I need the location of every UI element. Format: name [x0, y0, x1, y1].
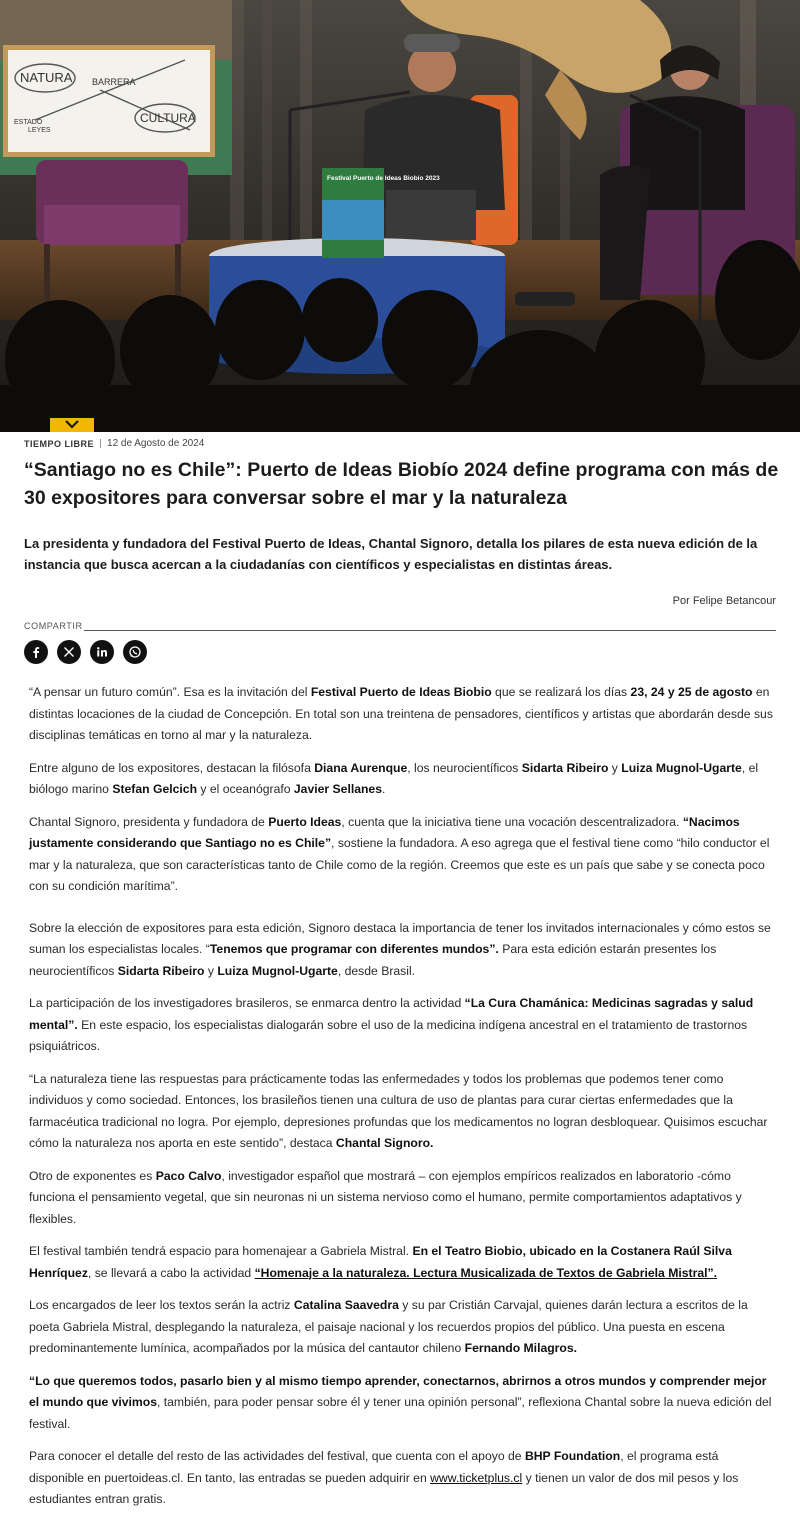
- board-word: NATURA: [20, 70, 73, 85]
- board-word: CULTURA: [140, 111, 196, 125]
- publish-date: 12 de Agosto de 2024: [107, 438, 205, 449]
- paragraph: Sobre la elección de expositores para esta edición, Signoro destaca la importancia de tener los invitados internacionales y cómo estos se suman los especialistas locales. “Tenemos que programar con diferentes mundos”. Para esta edición estarán presentes los neurocientíficos Sidarta Ribeiro y Luiza Mugnol-Ugarte, desde Brasil.: [29, 920, 771, 978]
- share-buttons: [24, 640, 147, 664]
- share-label: COMPARTIR: [24, 621, 83, 631]
- homenaje-link[interactable]: “Homenaje a la naturaleza. Lectura Musicalizada de Textos de Gabriela Mistral”.: [254, 1265, 717, 1280]
- paragraph: Otro de exponentes es Paco Calvo, investigador español que mostrará – con ejemplos empíricos realizados en laboratorio -cómo funciona el pensamiento vegetal, que sin neuronas ni un sistema nervioso como el humano, permite comportamientos adaptativos y flexibles.: [29, 1168, 742, 1226]
- whatsapp-icon[interactable]: [123, 640, 147, 664]
- paragraph: “La naturaleza tiene las respuestas para prácticamente todas las enfermedades y todos los problemas que podemos tener como individuos y como sociedad. Entonces, los brasileños tienen una cultura de uso de plantas para curar ciertas enfermedades que la farmacéutica tradicional no logra. Por ejemplo, depresiones profundas que los medicamentos no logran desbloquear. Quisimos escuchar cómo la naturaleza nos aporta en este sentido”, destaca Chantal Signoro.: [29, 1071, 768, 1150]
- paragraph: Chantal Signoro, presidenta y fundadora de Puerto Ideas, cuenta que la iniciativa tiene una vocación descentralizadora. “Nacimos justamente considerando que Santiago no es Chile”, sostiene la fundadora. A eso agrega que el festival tiene como “hilo conductor el mar y la naturaleza, que son características tanto de Chile como de la región. Creemos que este es un país que sabe y se conecta poco con su condición marítima”.: [29, 814, 770, 893]
- paragraph: “Lo que queremos todos, pasarlo bien y al mismo tiempo aprender, conectarnos, abrirnos a otros mundos y comprender mejor el mundo que vivimos, también, para poder pensar sobre él y tener una opinión personal”, reflexiona Chantal sobre la nueva edición del festival.: [29, 1373, 772, 1431]
- board-word: ESTADO: [14, 119, 43, 126]
- article-meta: [24, 438, 204, 449]
- chevron-down-icon: [64, 419, 80, 429]
- facebook-icon[interactable]: [24, 640, 48, 664]
- section-link[interactable]: TIEMPO LIBRE: [24, 438, 95, 449]
- paragraph: Para conocer el detalle del resto de las actividades del festival, que cuenta con el apoyo de BHP Foundation, el programa está disponible en puertoideas.cl. En tanto, las entradas se pueden adquirir en www.ticketplus.cl y tienen un valor de dos mil pesos y los estudiantes entran gratis.: [29, 1449, 739, 1506]
- paragraph: Los encargados de leer los textos serán la actriz Catalina Saavedra y su par Cristián Carvajal, quienes darán lectura a escritos de la poeta Gabriela Mistral, desplegando la naturaleza, el paisaje nacional y los recuerdos propios del público. Una puesta en escena predominantemente lumínica, acompañados por la música del cantautor chileno Fernando Milagros.: [29, 1298, 748, 1355]
- linkedin-icon[interactable]: [90, 640, 114, 664]
- paragraph: Entre alguno de los expositores, destacan la filósofa Diana Aurenque, los neurocientíficos Sidarta Ribeiro y Luiza Mugnol-Ugarte, el biólogo marino Stefan Gelcich y el oceanógrafo Javier Sellanes.: [29, 760, 759, 796]
- stage-photo: [0, 0, 800, 432]
- board-word: LEYES: [28, 127, 51, 134]
- book-title: Festival Puerto de Ideas Biobío 2023: [327, 175, 440, 182]
- board-word: BARRERA: [92, 77, 136, 87]
- x-icon[interactable]: [57, 640, 81, 664]
- article-author: Por Felipe Betancour: [672, 595, 776, 607]
- hero-image: [0, 0, 800, 432]
- ticketplus-link[interactable]: www.ticketplus.cl: [430, 1470, 523, 1485]
- article-body: [29, 682, 774, 1521]
- paragraph: La participación de los investigadores brasileros, se enmarca dentro la actividad “La Cura Chamánica: Medicinas sagradas y salud mental”. En este espacio, los especialistas dialogarán sobre el uso de la medicina indígena ancestral en el tratamiento de trastornos psiquiátricos.: [29, 996, 754, 1053]
- article-title: “Santiago no es Chile”: Puerto de Ideas Biobío 2024 define programa con más de 30 expositores para conversar sobre el mar y la naturaleza: [24, 459, 779, 509]
- meta-divider: [100, 439, 101, 448]
- hero-marker: [50, 418, 94, 432]
- share-divider: [84, 630, 776, 631]
- paragraph: El festival también tendrá espacio para homenajear a Gabriela Mistral. En el Teatro Biobio, ubicado en la Costanera Raúl Silva Henríquez, se llevará a cabo la actividad “Homenaje a la naturaleza. Lectura Musicalizada de Textos de Gabriela Mistral”.: [29, 1244, 732, 1280]
- paragraph: “A pensar un futuro común”. Esa es la invitación del Festival Puerto de Ideas Biobio que se realizará los días 23, 24 y 25 de agosto en distintas locaciones de la ciudad de Concepción. En total son una treintena de pensadores, científicos y artistas que abordarán desde sus disciplinas temáticas en torno al mar y la naturaleza.: [29, 685, 773, 742]
- article-lead: La presidenta y fundadora del Festival Puerto de Ideas, Chantal Signoro, detalla los pilares de esta nueva edición de la instancia que busca acercan a la ciudadanías con científicos y especialistas en distintas áreas.: [24, 536, 758, 572]
